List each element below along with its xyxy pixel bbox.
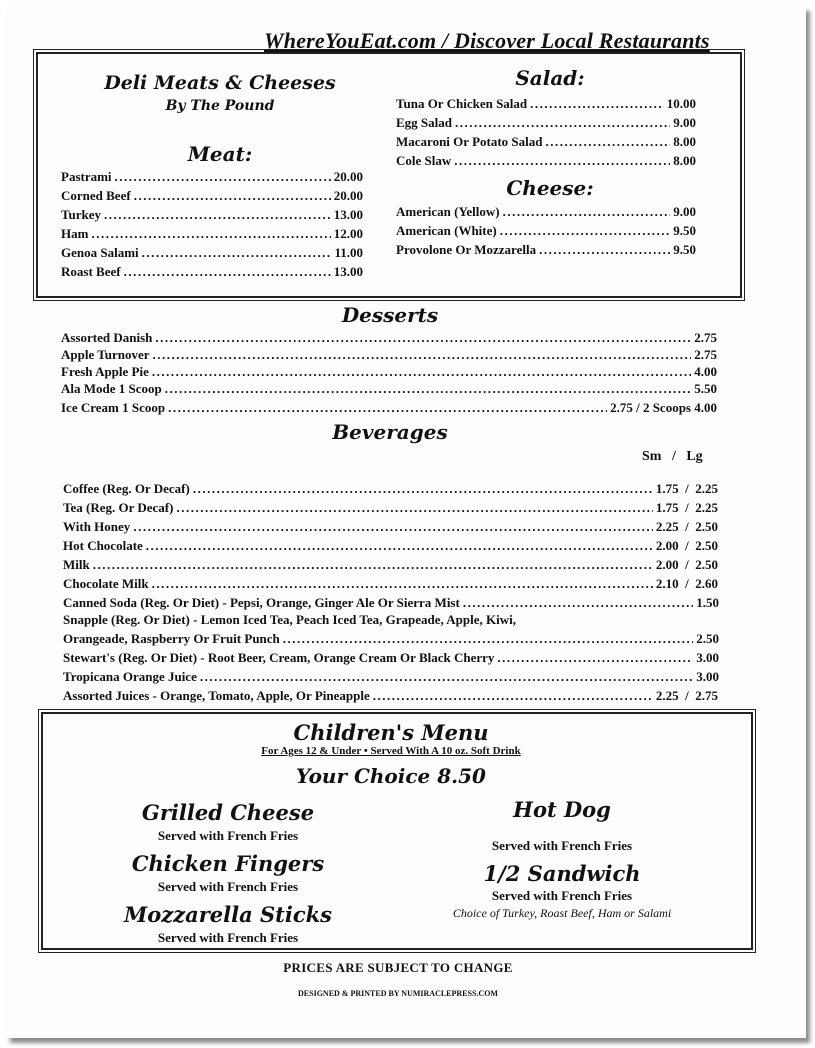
kid-item-desc: Served with French Fries (491, 838, 633, 853)
childrens-choice: Your Choice 8.50 (296, 764, 486, 788)
meat-item: Ham ..... 12.00 (61, 226, 363, 242)
cheese-item: Provolone Or Mozzarella ..... 9.50 (396, 242, 696, 258)
salad-item: Macaroni Or Potato Salad ..... 8.00 (396, 134, 696, 150)
beverage-item: Tropicana Orange Juice ..... 3.00 (63, 669, 719, 685)
meat-item: Roast Beef ..... 13.00 (61, 264, 363, 280)
deli-subtitle: By The Pound (165, 98, 275, 114)
deli-title: Deli Meats & Cheeses (104, 72, 336, 94)
beverages-heading: Beverages (332, 420, 448, 444)
salad-item: Tuna Or Chicken Salad ..... 10.00 (396, 96, 696, 112)
salad-item: Egg Salad ..... 9.00 (396, 115, 696, 131)
cheese-item: American (White) ..... 9.50 (396, 223, 696, 239)
kid-item-name: Mozzarella Sticks (123, 902, 332, 927)
size-header: Sm / Lg (642, 449, 703, 464)
dessert-item: Apple Turnover ..... 2.75 (61, 347, 717, 363)
beverage-item: Chocolate Milk ..... 2.10 / 2.60 (63, 576, 718, 592)
printer-credit: DESIGNED & PRINTED BY NUMIRACLEPRESS.COM (298, 989, 498, 998)
childrens-heading: Children's Menu (293, 720, 489, 745)
beverage-item: Tea (Reg. Or Decaf) ..... 1.75 / 2.25 (63, 500, 718, 516)
kid-item-desc: Served with French Fries (157, 828, 299, 843)
beverage-item: Coffee (Reg. Or Decaf) ..... 1.75 / 2.25 (63, 481, 718, 497)
beverage-item: Assorted Juices - Orange, Tomato, Apple, Or Pineapple ..... 2.25 / 2.75 (63, 688, 718, 704)
salad-item: Cole Slaw ..... 8.00 (396, 153, 696, 169)
prices-notice: PRICES ARE SUBJECT TO CHANGE (283, 960, 513, 975)
kid-item-name: 1/2 Sandwich (483, 861, 641, 886)
desserts-heading: Desserts (341, 303, 439, 327)
dessert-item: Fresh Apple Pie ..... 4.00 (61, 364, 717, 380)
meat-item: Turkey ..... 13.00 (61, 207, 363, 223)
cheese-item: American (Yellow) ..... 9.00 (396, 204, 696, 220)
kid-item-name: Hot Dog (513, 797, 611, 822)
beverage-item: With Honey ..... 2.25 / 2.50 (63, 519, 718, 535)
dessert-item: Assorted Danish ..... 2.75 (61, 330, 717, 346)
kid-item-name: Chicken Fingers (131, 851, 325, 876)
cheese-heading: Cheese: (506, 176, 594, 200)
sandwich-choice: Choice of Turkey, Roast Beef, Ham or Salami (452, 906, 672, 920)
meat-heading: Meat: (187, 142, 253, 166)
meat-item: Pastrami ..... 20.00 (61, 169, 363, 185)
beverage-item: Orangeade, Raspberry Or Fruit Punch ..... 2.50 (63, 631, 719, 647)
kid-item-desc: Served with French Fries (157, 879, 299, 894)
snapple-line: Snapple (Reg. Or Diet) - Lemon Iced Tea, Peach Iced Tea, Grapeade, Apple, Kiwi, (63, 612, 516, 627)
dessert-item: Ice Cream 1 Scoop ..... 2.75 / 2 Scoops 4.00 (61, 400, 717, 416)
salad-heading: Salad: (515, 66, 585, 90)
kid-item-desc: Served with French Fries (491, 888, 633, 903)
kid-item-name: Grilled Cheese (141, 800, 315, 825)
beverage-item: Canned Soda (Reg. Or Diet) - Pepsi, Orange, Ginger Ale Or Sierra Mist ..... 1.50 (63, 595, 719, 611)
beverage-item: Stewart's (Reg. Or Diet) - Root Beer, Cream, Orange Cream Or Black Cherry ..... 3.00 (63, 650, 719, 666)
beverage-item: Hot Chocolate ..... 2.00 / 2.50 (63, 538, 718, 554)
childrens-note: For Ages 12 & Under • Served With A 10 oz. Soft Drink (261, 745, 521, 757)
meat-item: Corned Beef ..... 20.00 (61, 188, 363, 204)
beverage-item: Milk ..... 2.00 / 2.50 (63, 557, 718, 573)
dessert-item: Ala Mode 1 Scoop ..... 5.50 (61, 381, 717, 397)
kid-item-desc: Served with French Fries (157, 930, 299, 945)
meat-item: Genoa Salami ..... 11.00 (61, 245, 363, 261)
site-watermark: WhereYouEat.com / Discover Local Restaurants (264, 28, 710, 53)
